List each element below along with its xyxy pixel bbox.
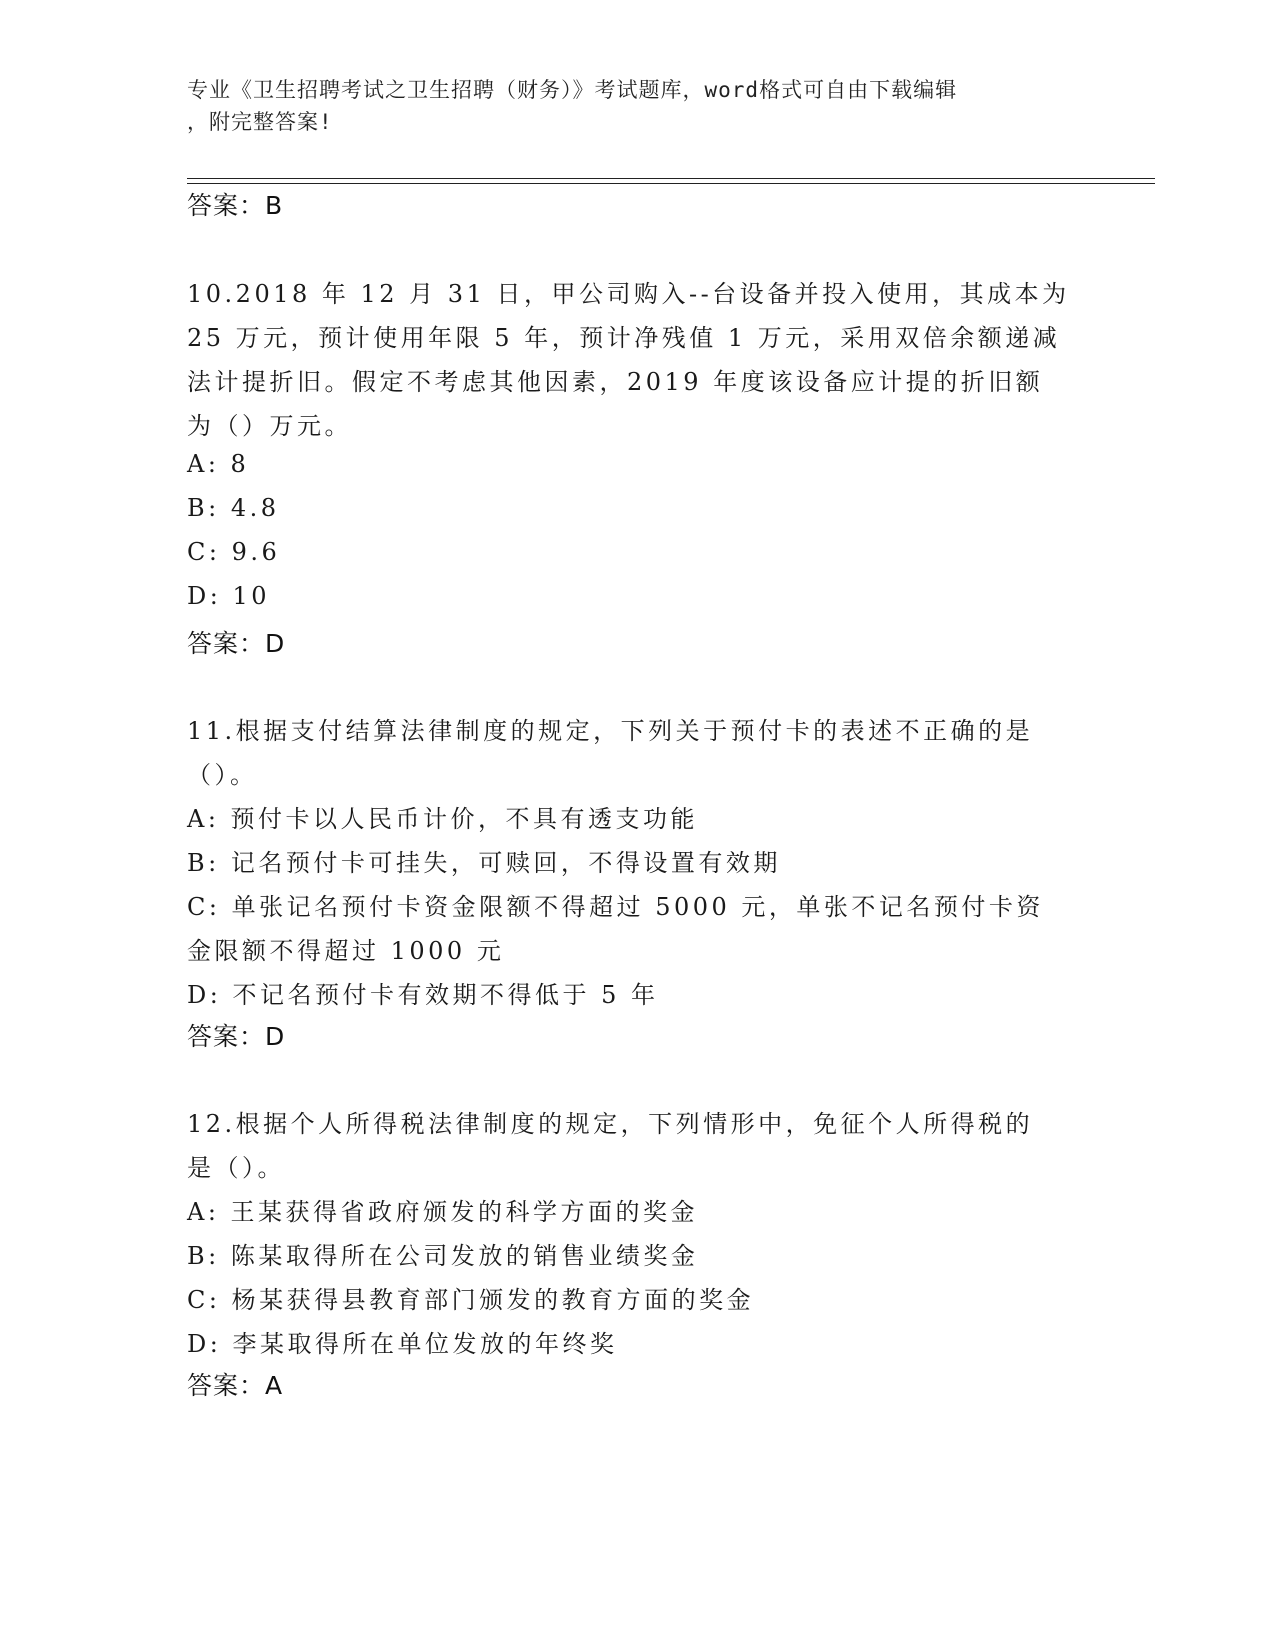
q11-stem-line-1: 11.根据支付结算法律制度的规定，下列关于预付卡的表述不正确的是 bbox=[187, 717, 1034, 745]
q11-option-b: B: 记名预付卡可挂失，可赎回，不得设置有效期 bbox=[187, 849, 781, 877]
q10-option-c: C: 9.6 bbox=[187, 538, 281, 566]
q10-option-d: D: 10 bbox=[187, 582, 270, 610]
q11-option-d: D: 不记名预付卡有效期不得低于 5 年 bbox=[187, 981, 659, 1009]
header-divider-bottom bbox=[187, 183, 1155, 184]
q12-option-a: A: 王某获得省政府颁发的科学方面的奖金 bbox=[187, 1198, 699, 1226]
q10-stem-line-3: 法计提折旧。假定不考虑其他因素，2019 年度该设备应计提的折旧额 bbox=[187, 368, 1044, 396]
header-divider-top bbox=[187, 178, 1155, 179]
q12-option-c: C: 杨某获得县教育部门颁发的教育方面的奖金 bbox=[187, 1286, 755, 1314]
q12-stem-line-1: 12.根据个人所得税法律制度的规定，下列情形中，免征个人所得税的 bbox=[187, 1110, 1034, 1138]
q12-option-b: B: 陈某取得所在公司发放的销售业绩奖金 bbox=[187, 1242, 699, 1270]
answer-previous: 答案：B bbox=[187, 191, 284, 220]
q11-stem-line-2: （）。 bbox=[187, 761, 258, 789]
q11-option-c-line-2: 金限额不得超过 1000 元 bbox=[187, 937, 505, 965]
q10-stem-line-4: 为（）万元。 bbox=[187, 412, 352, 440]
q11-option-c-line-1: C: 单张记名预付卡资金限额不得超过 5000 元，单张不记名预付卡资 bbox=[187, 893, 1044, 921]
q12-answer: 答案：A bbox=[187, 1371, 284, 1400]
q12-option-d: D: 李某取得所在单位发放的年终奖 bbox=[187, 1330, 618, 1358]
q12-stem-line-2: 是（）。 bbox=[187, 1154, 285, 1182]
q11-answer: 答案：D bbox=[187, 1022, 286, 1051]
document-header bbox=[187, 74, 1087, 138]
header-line-2: ，附完整答案! bbox=[187, 110, 333, 134]
q10-stem-line-1: 10.2018 年 12 月 31 日，甲公司购入--台设备并投入使用，其成本为 bbox=[187, 280, 1070, 308]
q10-option-a: A: 8 bbox=[187, 450, 250, 478]
header-line-1: 专业《卫生招聘考试之卫生招聘（财务）》考试题库，word格式可自由下载编辑 bbox=[187, 78, 958, 102]
q10-option-b: B: 4.8 bbox=[187, 494, 280, 522]
q11-option-a: A: 预付卡以人民币计价，不具有透支功能 bbox=[187, 805, 699, 833]
q10-answer: 答案：D bbox=[187, 629, 286, 658]
q10-stem-line-2: 25 万元，预计使用年限 5 年，预计净残值 1 万元，采用双倍余额递减 bbox=[187, 324, 1061, 352]
